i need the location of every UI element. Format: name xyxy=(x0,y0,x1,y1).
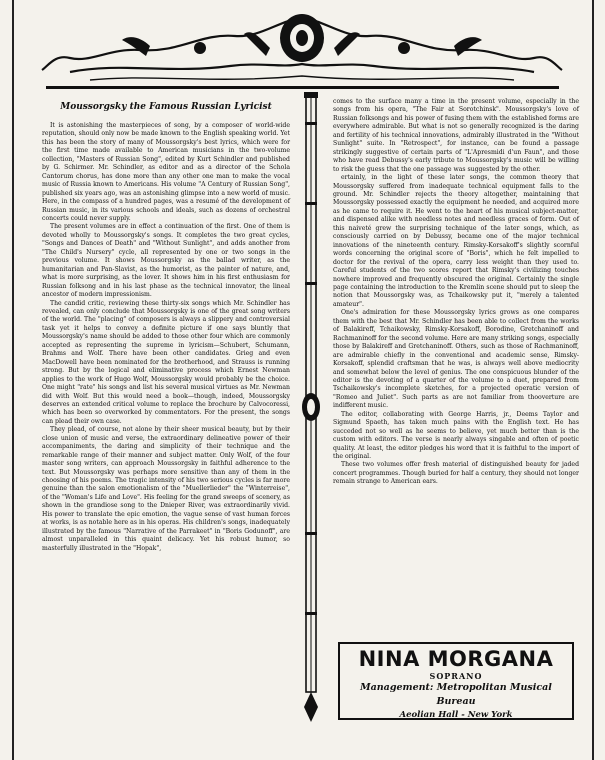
header-ornament xyxy=(30,8,575,98)
article-paragraph: The present volumes are in effect a continuation of the first. One of them is devoted wholly to Moussorgsky's songs. It completes the two great cycles, "Songs and Dances of Death" and "Without Sunlight", and adds another from "The Child's Nursery" cycle, all represented by one or two songs in the previous volume. It shows Moussorgsky as the ballad writer, as the humanitarian and Pan-Slavist, as the humorist, as the painter of nature, and, what is more surprising, as the lover. It shows him in his first enthusiasm for Russian folksong and in his last phase as the technical innovator, the lineal ancestor of modern impressionism. xyxy=(42,223,290,299)
article-paragraph: The candid critic, reviewing these thirty-six songs which Mr. Schindler has revealed, can only conclude that Moussorgsky is one of the great song writers of the world. The "placing" of composers is always a slippery and controversial task yet it helps to convey a definite picture if one says bluntly that Moussorgsky's name should be added to those other four which are commonly accepted as representing the supreme in lyricism—Schubert, Schumann, Brahms and Wolf. There have been other candidates. Grieg and even MacDowell have been nominated for the brotherhood, and Strauss is running strong. But by the logical and eliminative process which Ernest Newman applies to the work of Hugo Wolf, Moussorgsky would probably be the choice. One might "rate" his songs and list his several musical virtues as Mr. Newman did with Wolf. But this would need a book—though, indeed, Moussorgsky deserves an extended critical volume to replace the brochure by Calvocoressi, which has been so overworked by commentators. For the present, the songs can plead their own case. xyxy=(42,299,290,425)
article-paragraph: The editor, collaborating with George Harris, jr., Deems Taylor and Sigmund Spaeth, has taken much pains with the English text. He has succeded not so well as he seems to believe, yet much better than is the custom with editors. The verse is nearly always singable and often of poetic quality. At least, the editor pledges his word that it is faithful to the import of the original. xyxy=(333,410,579,461)
voice-type: SOPRANO xyxy=(429,671,483,681)
address-line: Aeolian Hall - New York xyxy=(399,710,513,720)
column-divider-ornament xyxy=(296,92,326,722)
management-line: Management: Metropolitan Musical Bureau xyxy=(360,682,552,707)
article-paragraph: One's admiration for these Moussorgsky lyrics grows as one compares them with the best that Mr. Schindler has been able to collect from the works of Balakireff, Tchaikowsky, Rimsky-Korsakoff, Borodine, Gretchaninoff and Rachmaninoff for the second volume. Here are many striking songs, especially those by Balakireff and Gretchaninoff. Others, such as those of Rachmaninoff, are admirable chiefly in the conventional and academic sense, Rimsky-Korsakoff, splendid craftsman that he was, is always well above mediocrity and somewhat below the level of genius. The one conspicuous blunder of the editor is the devoting of a quarter of the volume to a duet, prepared from Tschaikowsky's incomplete sketches, for a projected operatic version of "Romeo and Juliet". Such parts as are not familiar from thooverture are indifferent music. xyxy=(333,309,579,410)
article-paragraph: These two volumes offer fresh material of distinguished beauty for jaded concert programmes. Though buried for half a century, they should not longer remain strange to American ears. xyxy=(333,461,579,486)
singer-name: NINA MORGANA xyxy=(358,647,554,671)
article-paragraph: It is astonishing the masterpieces of song, by a composer of world-wide reputation, should only now be made known to the English speaking world. Yet this has been the story of many of Moussorgsky's best lyrics, which were for the first time made available to American musicians in the two-volume collection, "Masters of Russian Song", edited by Kurt Schindler and published by G. Schirmer. Mr. Schindler, as editor and as a director of the Schola Cantorum chorus, has done more than any other one man to make the vocal music of Russia known to Americans. His volume "A Century of Russian Song", published six years ago, was an astonishing glimpse into a new world of music. Here, in the compass of a hundred pages, was a resumé of the development of Russian music, in its various schools and ideals, such as dozens of orchestral concerts could never supply. xyxy=(42,122,290,222)
article-right-column xyxy=(333,98,579,487)
article-title: Moussorgsky the Famous Russian Lyricist xyxy=(60,102,272,112)
article-paragraph: ertainly, in the light of these later songs, the common theory that Moussorgsky suffered from inadequate technical equipment falls to the ground. Mr. Schindler rejects the theory altogether, maintaining that Moussorgsky possessed exactly the equipment he needed, and acquired more as he came to require it. He went to the heart of his musical subject-matter, and dispensed alike with needless notes and needless graces of form. Out of this naiveté grew the surprising technique of the later songs, which, as consciously carried on by Debussy, became one of the major technical innovations of the nineteenth century. Rimsky-Korsakoff's slightly scornful words concerning the original score of "Boris", which he felt impelled to doctor for the revival of the opera, carry less weight than they used to. Careful students of the two scores report that Rimsky's civilizing touches nowhere improved and frequently obscured the original. Certainly the single page containing the introduction to the Kremlin scene should put to sleep the notion that Moussorgsky was, as Tchaikowsky put it, "merely a talented amateur". xyxy=(333,174,579,308)
right-border-line xyxy=(592,0,594,760)
left-border-line xyxy=(12,0,14,760)
nina-morgana-advertisement xyxy=(338,642,574,720)
article-left-column xyxy=(42,96,290,553)
article-paragraph: They plead, of course, not alone by their sheer musical beauty, but by their close union of music and verse, the extraordinary delineative power of their accompaniments, the daring and simplicity of their technique and the remarkable range of their manner and subject matter. Only Wolf, of the four master song writers, can approach Moussorgsky in faithful adherence to the text. But Moussorgsky was perhaps more sensitive than any of them in the choosing of his poems. The tragic intensity of his two serious cycles is far more genuine than the salon emotionalism of the "Muellerlieder" the "Winterreise", of the "Woman's Life and Love". His feeling for the grand sweeps of scenery, as shown in the grandiose song to the Dnieper River, was extraordinarily vivid. His power to translate the epic emotion, the vague sense of vast human forces at works, is as notable here as in his operas. His children's songs, inadequately illustrated by the famous "Narrative of the Parrakeet" in "Boris Godunoff", are almost unparalleled in this quaint delicacy. Yet his robust humor, so masterfully illustrated in the "Hopak", xyxy=(42,426,290,552)
article-paragraph: comes to the surface many a time in the present volume, especially in the songs from his opera, "The Fair at Sorotchinsk". Moussorgsky's love of Russian folksongs and his power of fusing them with the established forms are everywhere admirable. But what is not so generally recognized is the daring and fertility of his technical innovations, admirably illustrated in the "Without Sunlight" suite. In "Retrospect", for instance, can be found a passage strikingly suggestive of certain parts of "L'Apresmidi d'un Faun", and those who have read Debussy's early tribute to Moussorgsky's music will be willing to risk the guess that the one passage was suggested by the other. xyxy=(333,98,579,173)
